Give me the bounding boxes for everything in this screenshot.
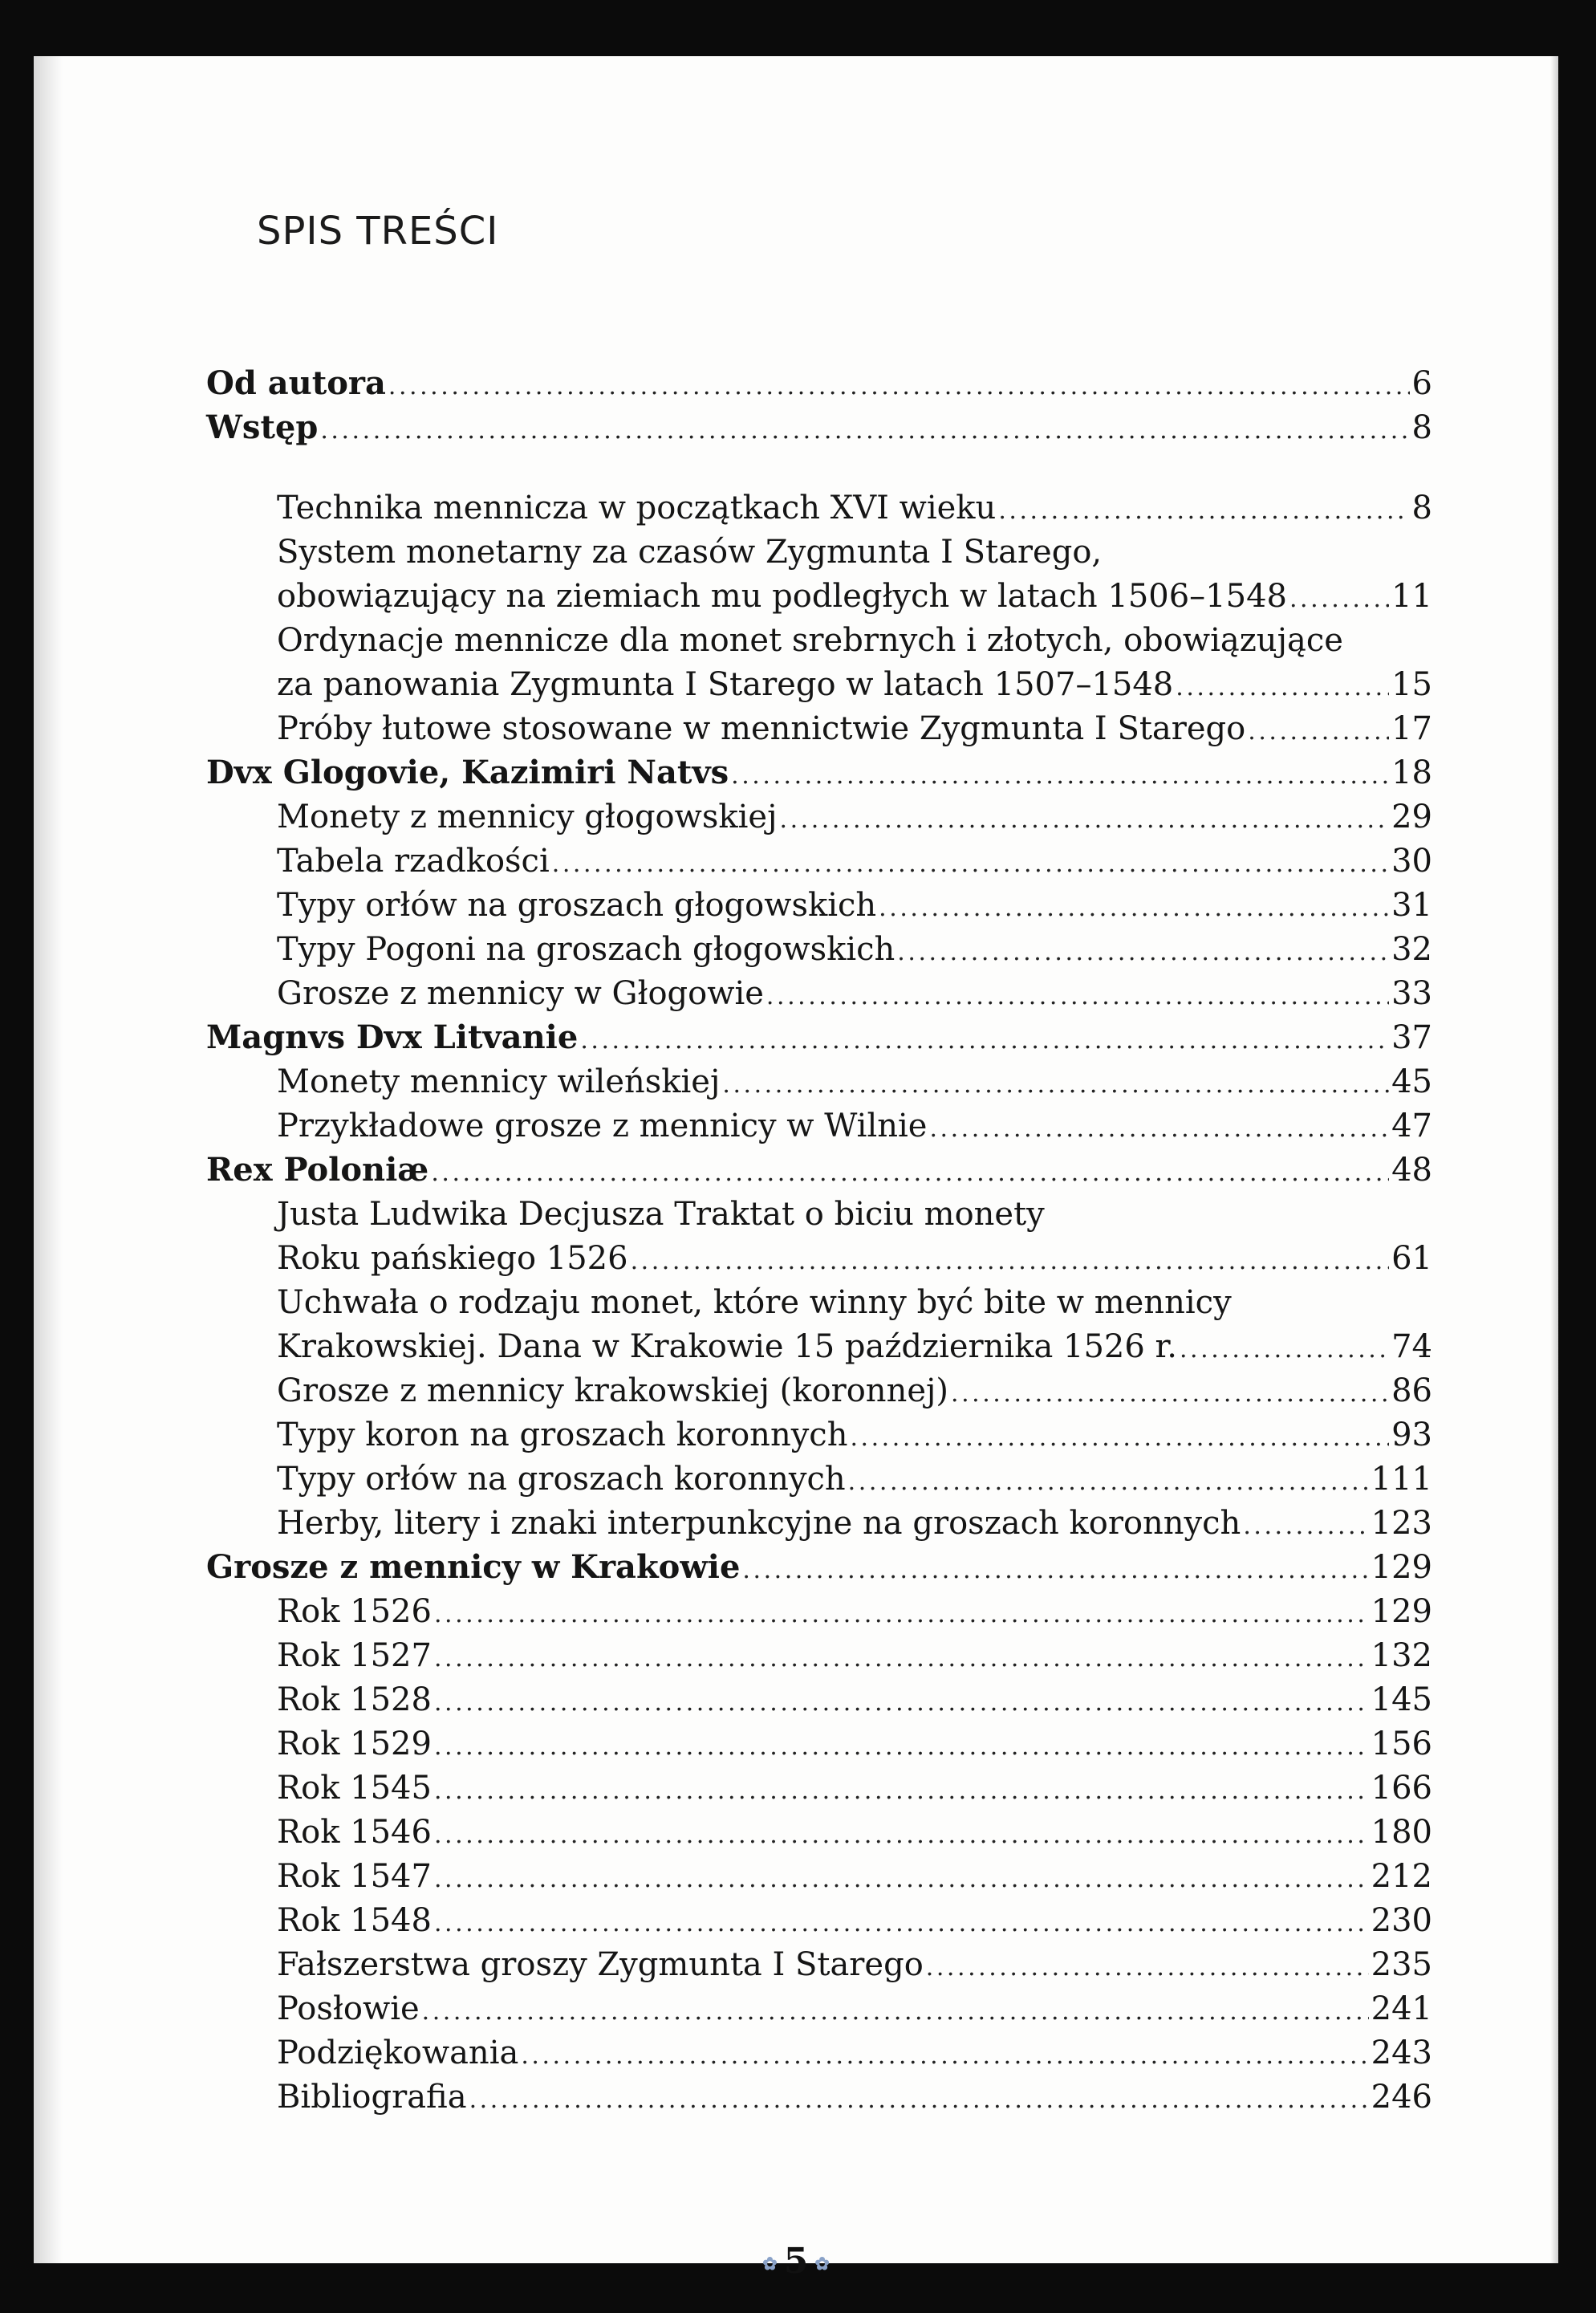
- toc-item: [277, 532, 1432, 572]
- dot-leader: [998, 491, 1409, 531]
- toc-item: [277, 1459, 1432, 1502]
- toc-entry-title: Przykładowe grosze z mennicy w Wilnie: [277, 1108, 928, 1144]
- toc-page-number: 48: [1391, 1152, 1432, 1189]
- dot-leader: [631, 1242, 1390, 1282]
- toc-page-number: 111: [1371, 1461, 1432, 1498]
- toc-entry-title: System monetarny za czasów Zygmunta I Starego,: [277, 534, 1103, 571]
- toc-entry-title: Próby łutowe stosowane w mennictwie Zygmunta I Starego: [277, 710, 1246, 747]
- toc-page-number: 15: [1391, 666, 1432, 703]
- toc-page-number: 45: [1391, 1063, 1432, 1100]
- toc-item: [277, 1415, 1432, 1458]
- flower-ornament-icon: ✿: [814, 2253, 830, 2274]
- toc-entry-title: Rok 1526: [277, 1593, 432, 1630]
- dot-leader: [434, 1683, 1369, 1723]
- toc-item: [277, 1680, 1432, 1723]
- toc-page-number: 86: [1391, 1372, 1432, 1409]
- toc-entry-title: Rok 1545: [277, 1770, 432, 1807]
- toc-entry-title: Grosze z mennicy w Głogowie: [277, 975, 764, 1012]
- dot-leader: [731, 756, 1389, 796]
- table-of-contents: [34, 56, 1558, 2263]
- dot-leader: [929, 1109, 1389, 1149]
- toc-item: [277, 1945, 1432, 1988]
- toc-entry-title: Uchwała o rodzaju monet, które winny być bite w mennicy: [277, 1284, 1232, 1321]
- toc-page-number: 74: [1391, 1328, 1432, 1365]
- toc-page-number: 30: [1391, 843, 1432, 880]
- page-title: SPIS TREŚCI: [257, 209, 499, 254]
- toc-item: [277, 1327, 1432, 1370]
- toc-page-number: 230: [1371, 1902, 1432, 1939]
- toc-item: [277, 1062, 1432, 1105]
- dot-leader: [320, 411, 1409, 451]
- toc-page-number: 8: [1411, 490, 1432, 526]
- toc-entry-title: Monety mennicy wileńskiej: [277, 1063, 721, 1100]
- toc-item: [277, 2077, 1432, 2120]
- toc-entry-title: Justa Ludwika Decjusza Traktat o biciu monety: [277, 1196, 1045, 1233]
- toc-page-number: 31: [1391, 887, 1432, 924]
- dot-leader: [422, 1992, 1369, 2032]
- toc-entry-title: Ordynacje mennicze dla monet srebrnych i złotych, obowiązujące: [277, 622, 1343, 659]
- toc-page-number: 33: [1391, 975, 1432, 1012]
- dot-leader: [1289, 579, 1389, 620]
- toc-item: [277, 1900, 1432, 1944]
- toc-entry-title: Bibliografia: [277, 2079, 467, 2116]
- dot-leader: [848, 1462, 1369, 1502]
- toc-item: [277, 1238, 1432, 1282]
- toc-entry-title: Magnvs Dvx Litvanie: [206, 1018, 579, 1056]
- toc-entry-title: Typy orłów na groszach głogowskich: [277, 887, 877, 924]
- toc-entry-title: Od autora: [206, 364, 386, 402]
- toc-entry-title: Roku pańskiego 1526: [277, 1240, 628, 1277]
- toc-page-number: 246: [1371, 2079, 1432, 2116]
- dot-leader: [580, 1021, 1389, 1061]
- toc-page-number: 212: [1371, 1858, 1432, 1895]
- toc-item: [277, 1194, 1432, 1234]
- toc-item: [277, 1856, 1432, 1900]
- dot-leader: [1176, 668, 1389, 708]
- toc-chapter: [206, 364, 1432, 407]
- toc-entry-title: Typy orłów na groszach koronnych: [277, 1461, 846, 1498]
- toc-entry-title: Krakowskiej. Dana w Krakowie 15 października 1526 r.: [277, 1328, 1177, 1365]
- toc-page-number: 156: [1371, 1726, 1432, 1762]
- dot-leader: [434, 1639, 1369, 1679]
- toc-page-number: 61: [1391, 1240, 1432, 1277]
- toc-entry-title: Wstęp: [206, 409, 319, 446]
- toc-item: [277, 1768, 1432, 1811]
- toc-page-number: 17: [1391, 710, 1432, 747]
- toc-entry-title: Herby, litery i znaki interpunkcyjne na groszach koronnych: [277, 1505, 1241, 1542]
- toc-page-number: 32: [1391, 931, 1432, 968]
- toc-item: [277, 1724, 1432, 1767]
- toc-chapter: [206, 1150, 1432, 1193]
- toc-item: [277, 2033, 1432, 2076]
- dot-leader: [1180, 1330, 1389, 1370]
- toc-entry-title: Podziękowania: [277, 2035, 519, 2071]
- toc-page-number: 132: [1371, 1637, 1432, 1674]
- toc-entry-title: Rok 1546: [277, 1814, 432, 1851]
- toc-page-number: 235: [1371, 1946, 1432, 1983]
- toc-entry-title: Typy koron na groszach koronnych: [277, 1417, 848, 1453]
- flower-ornament-icon: ✿: [762, 2253, 778, 2274]
- toc-entry-title: Rok 1528: [277, 1681, 432, 1718]
- toc-entry-title: Technika mennicza w początkach XVI wieku: [277, 490, 997, 526]
- dot-leader: [780, 800, 1390, 840]
- toc-entry-title: Typy Pogoni na groszach głogowskich: [277, 931, 895, 968]
- toc-page-number: 29: [1391, 799, 1432, 835]
- toc-entry-title: Dvx Glogovie, Kazimiri Natvs: [206, 754, 729, 791]
- toc-page-number: 129: [1371, 1549, 1432, 1586]
- toc-entry-title: Rex Poloniæ: [206, 1151, 429, 1189]
- toc-item: [277, 974, 1432, 1017]
- toc-entry-title: Tabela rzadkości: [277, 843, 550, 880]
- toc-page-number: 145: [1371, 1681, 1432, 1718]
- toc-entry-title: Grosze z mennicy krakowskiej (koronnej): [277, 1372, 949, 1409]
- toc-item: [277, 1591, 1432, 1635]
- toc-page-number: 243: [1371, 2035, 1432, 2071]
- toc-entry-title: Rok 1527: [277, 1637, 432, 1674]
- toc-page-number: 180: [1371, 1814, 1432, 1851]
- toc-page-number: 241: [1371, 1990, 1432, 2027]
- toc-item: [277, 841, 1432, 884]
- toc-page-number: 8: [1411, 409, 1432, 446]
- toc-item: [277, 885, 1432, 929]
- toc-page-number: 129: [1371, 1593, 1432, 1630]
- toc-entry-title: Monety z mennicy głogowskiej: [277, 799, 778, 835]
- toc-page-number: 93: [1391, 1417, 1432, 1453]
- dot-leader: [766, 977, 1389, 1017]
- dot-leader: [722, 1065, 1389, 1105]
- page-number: 5: [783, 2241, 809, 2282]
- dot-leader: [469, 2080, 1369, 2120]
- toc-chapter: [206, 1547, 1432, 1591]
- toc-item: [277, 576, 1432, 620]
- toc-page-number: 37: [1391, 1019, 1432, 1056]
- toc-page-number: 6: [1411, 365, 1432, 402]
- toc-chapter: [206, 408, 1432, 451]
- dot-leader: [434, 1595, 1369, 1635]
- dot-leader: [388, 367, 1410, 407]
- dot-leader: [1248, 712, 1389, 752]
- toc-item: [277, 1283, 1432, 1323]
- dot-leader: [552, 844, 1389, 884]
- book-page: [34, 56, 1558, 2282]
- toc-item: [277, 1812, 1432, 1856]
- toc-item: [277, 1106, 1432, 1149]
- dot-leader: [850, 1418, 1389, 1458]
- toc-item: [277, 709, 1432, 752]
- toc-item: [277, 1371, 1432, 1414]
- toc-entry-title: za panowania Zygmunta I Starego w latach 1507–1548: [277, 666, 1174, 703]
- dot-leader: [434, 1815, 1369, 1856]
- toc-page-number: 11: [1391, 578, 1432, 615]
- toc-page-number: 166: [1371, 1770, 1432, 1807]
- dot-leader: [951, 1374, 1389, 1414]
- toc-item: [277, 797, 1432, 840]
- toc-item: [277, 665, 1432, 708]
- toc-chapter: [206, 753, 1432, 796]
- toc-entry-title: Rok 1529: [277, 1726, 432, 1762]
- dot-leader: [897, 933, 1389, 973]
- dot-leader: [434, 1727, 1369, 1767]
- toc-item: [277, 620, 1432, 661]
- dot-leader: [879, 888, 1389, 929]
- dot-leader: [434, 1904, 1369, 1944]
- toc-entry-title: obowiązujący na ziemiach mu podległych w latach 1506–1548: [277, 578, 1287, 615]
- toc-entry-title: Posłowie: [277, 1990, 420, 2027]
- dot-leader: [434, 1860, 1369, 1900]
- toc-entry-title: Rok 1548: [277, 1902, 432, 1939]
- toc-page-number: 18: [1391, 754, 1432, 791]
- dot-leader: [521, 2036, 1368, 2076]
- toc-item: [277, 929, 1432, 973]
- toc-page-number: 47: [1391, 1108, 1432, 1144]
- dot-leader: [742, 1551, 1368, 1591]
- toc-entry-title: Fałszerstwa groszy Zygmunta I Starego: [277, 1946, 924, 1983]
- toc-item: [277, 1503, 1432, 1547]
- dot-leader: [1243, 1506, 1368, 1547]
- toc-item: [277, 1989, 1432, 2032]
- dot-leader: [431, 1153, 1389, 1193]
- toc-entry-title: Rok 1547: [277, 1858, 432, 1895]
- toc-item: [277, 488, 1432, 531]
- toc-item: [277, 1636, 1432, 1679]
- toc-chapter: [206, 1018, 1432, 1061]
- toc-page-number: 123: [1371, 1505, 1432, 1542]
- dot-leader: [926, 1948, 1369, 1988]
- dot-leader: [434, 1771, 1369, 1811]
- page-footer: [34, 2241, 1558, 2282]
- toc-entry-title: Grosze z mennicy w Krakowie: [206, 1548, 741, 1586]
